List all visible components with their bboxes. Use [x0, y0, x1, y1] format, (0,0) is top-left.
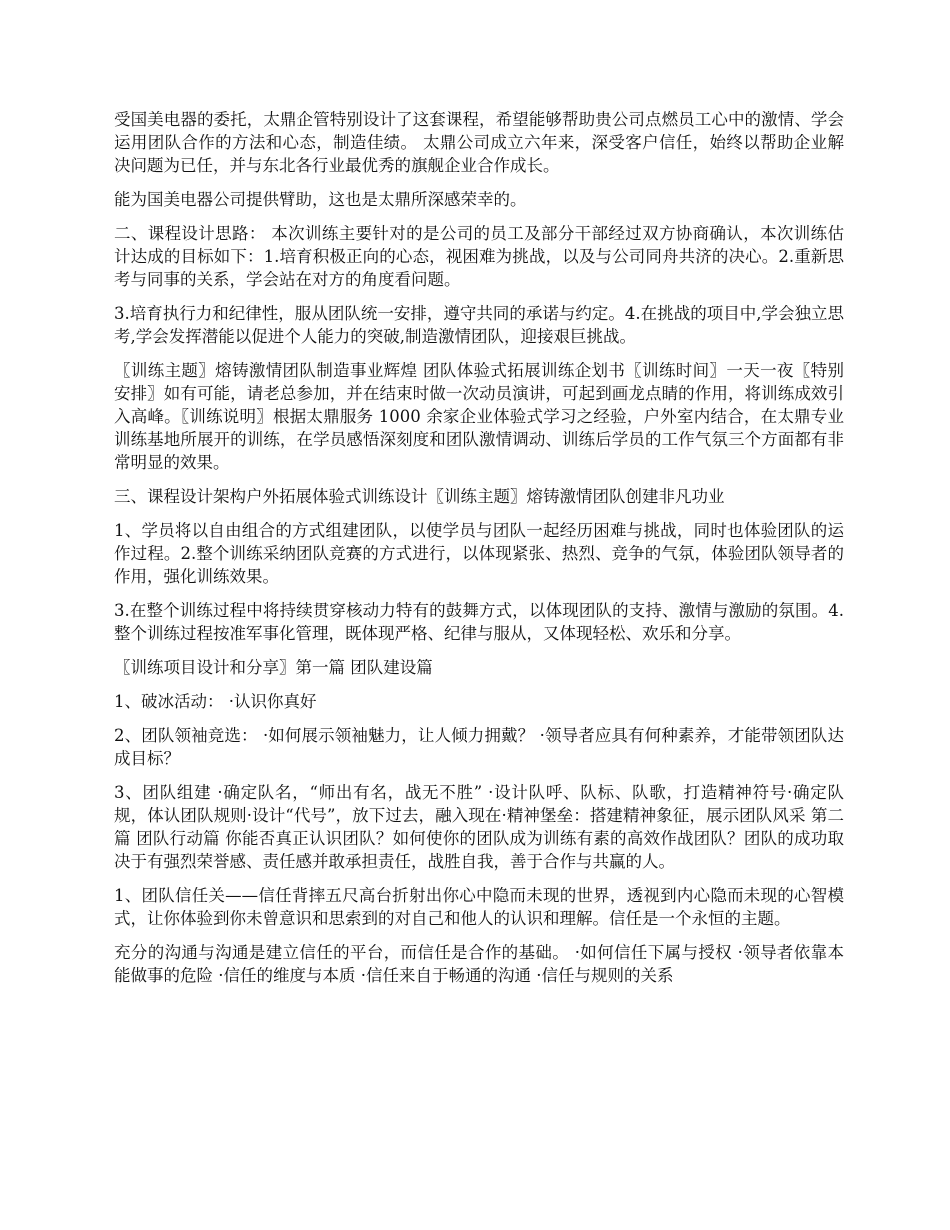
document-body	[114, 108, 844, 998]
list-item-icebreaker: 1、破冰活动： ·认识你真好	[114, 692, 317, 711]
paragraph-communication-trust: 充分的沟通与沟通是建立信任的平台，而信任是合作的基础。 ·如何信任下属与授权 ·领导者依靠本能做事的危险 ·信任的维度与本质 ·信任来自于畅通的沟通 ·信任与规则的关系	[114, 943, 844, 985]
paragraph-course-design: 二、课程设计思路： 本次训练主要针对的是公司的员工及部分干部经过双方协商确认，本次训练估计达成的目标如下：1.培育积极正向的心态，视困难为挑战，以及与公司同舟共济的决心。2.重新思考与同事的关系，学会站在对方的角度看问题。	[114, 224, 844, 289]
section-heading-projects: 〖训练项目设计和分享〗第一篇 团队建设篇	[114, 658, 433, 677]
paragraph-training-process: 3.在整个训练过程中将持续贯穿核动力特有的鼓舞方式，以体现团队的支持、激情与激励的氛围。4.整个训练过程按准军事化管理，既体现严格、纪律与服从，又体现轻松、欢乐和分享。	[114, 601, 844, 643]
list-item-trust-challenge: 1、团队信任关——信任背摔五尺高台折射出你心中隐而未现的世界，透视到内心隐而未现的心智模式，让你体验到你未曾意识和思索到的对自己和他人的认识和理解。信任是一个永恒的主题。	[114, 886, 844, 928]
paragraph-team-formation: 1、学员将以自由组合的方式组建团队，以使学员与团队一起经历困难与挑战，同时也体验团队的运作过程。2.整个训练采纳团队竞赛的方式进行，以体现紧张、热烈、竞争的气氛，体验团队领导者的作用，强化训练效果。	[114, 521, 844, 586]
paragraph-goals: 3.培育执行力和纪律性，服从团队统一安排，遵守共同的承诺与约定。4.在挑战的项目中,学会独立思考,学会发挥潜能以促进个人能力的突破,制造激情团队，迎接艰巨挑战。	[114, 304, 844, 346]
paragraph-course-architecture: 三、课程设计架构户外拓展体验式训练设计〖训练主题〗熔铸激情团队创建非凡功业	[114, 487, 725, 506]
list-item-leader-election: 2、团队领袖竞选： ·如何展示领袖魅力，让人倾力拥戴？ ·领导者应具有何种素养，才能带领团队达成目标？	[114, 726, 844, 768]
paragraph-training-theme: 〖训练主题〗熔铸激情团队制造事业辉煌 团队体验式拓展训练企划书〖训练时间〗一天一夜〖特别安排〗如有可能，请老总参加，并在结束时做一次动员演讲，可起到画龙点睛的作用，将训练成效引入高峰。〖训练说明〗根据太鼎服务 1000 余家企业体验式学习之经验，户外室内结合，在太鼎专业训练基地所展开的训练，在学员感悟深刻度和团队激情调动、训练后学员的工作气氛三个方面都有非常明显的效果。	[114, 361, 844, 472]
paragraph-intro: 受国美电器的委托，太鼎企管特别设计了这套课程，希望能够帮助贵公司点燃员工心中的激情、学会运用团队合作的方法和心态，制造佳绩。 太鼎公司成立六年来，深受客户信任，始终以帮助企业解决问题为已任，并与东北各行业最优秀的旗舰企业合作成长。	[114, 110, 844, 175]
paragraph-honor: 能为国美电器公司提供臂助，这也是太鼎所深感荣幸的。	[114, 190, 527, 209]
list-item-team-building: 3、团队组建 ·确定队名，“师出有名，战无不胜” ·设计队呼、队标、队歌，打造精神符号·确定队规，体认团队规则·设计“代号”，放下过去，融入现在·精神堡垒：搭建精神象征，展示团队风采 第二篇 团队行动篇 你能否真正认识团队？如何使你的团队成为训练有素的高效作战团队？团队的成功取决于有强烈荣誉感、责任感并敢承担责任，战胜自我，善于合作与共赢的人。	[114, 783, 844, 871]
